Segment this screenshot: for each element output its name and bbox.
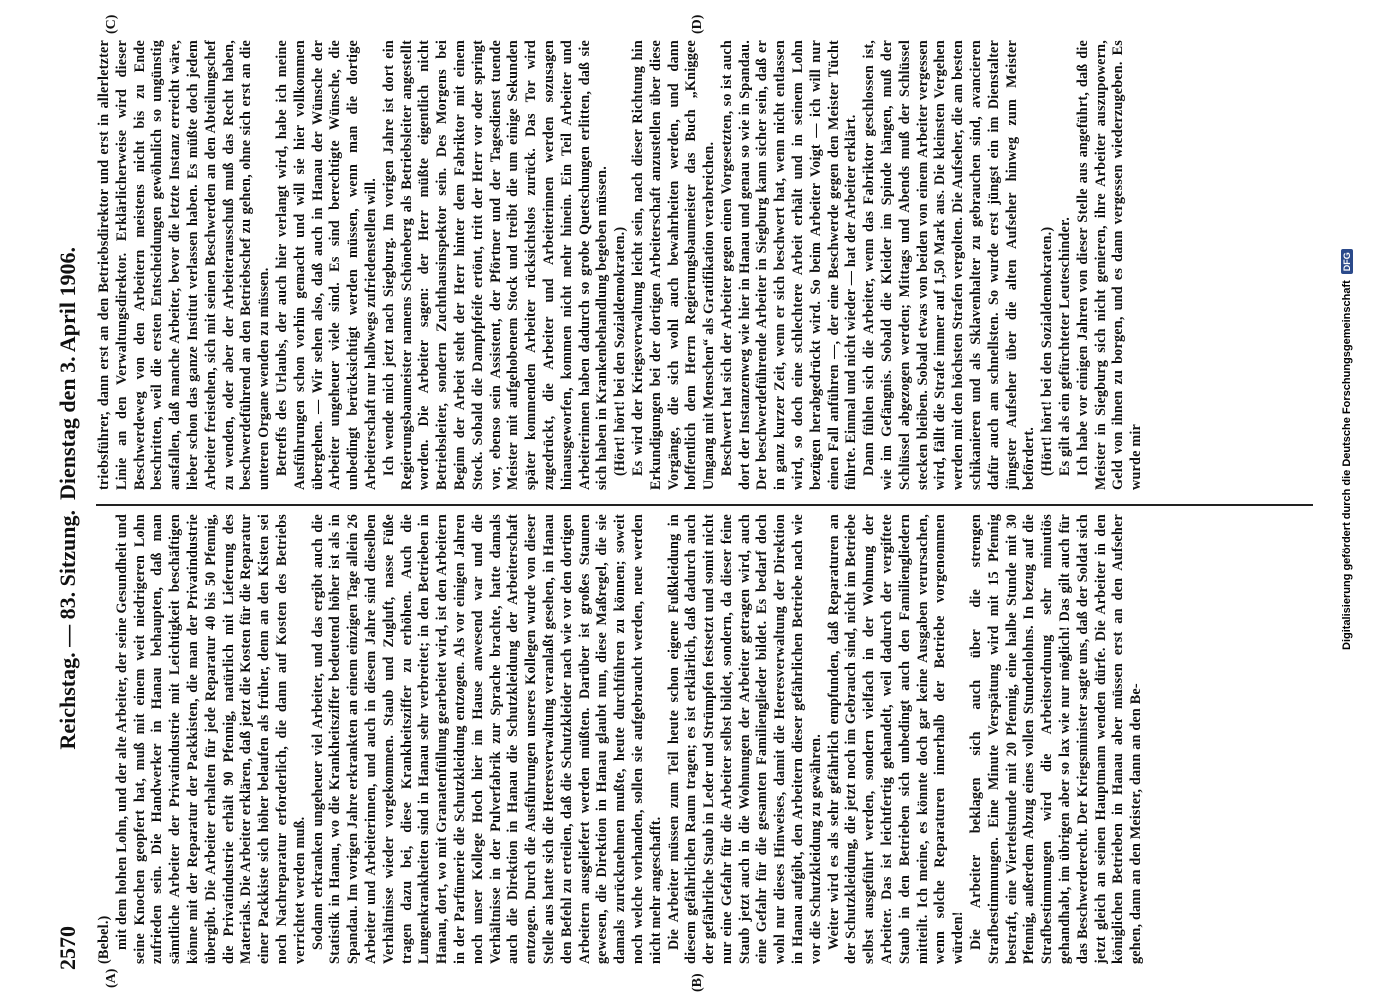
header-left: [48, 510, 88, 970]
margin-letter-c: (C): [104, 14, 119, 34]
digitization-note: [1338, 10, 1356, 650]
column-divider: [96, 504, 1313, 506]
left-column-paragraph: Weiter wird es als sehr gefährlich empfunden, daß Reparaturen an der Schutzkleidung, die jetzt noch im Gebrauch sind, nicht im Betriebe selbst ausgeführt werden, sondern vielfach in der Wohnung der Arbeiter. Das ist leichtfertig gehandelt, weil dadurch der vergiftete Staub in den Betrieben sich unbedingt auch den Familiengliedern mitteilt. Ich meine, es könnte doch gar keine Ausgaben verursachen, wenn solche Reparaturen innerhalb der Betriebe vorgenommen würden!: [825, 514, 967, 964]
margin-letter-d: (D): [690, 14, 705, 34]
right-column-paragraph: Es gilt als ein gefürchteter Leuteschinder.: [1057, 217, 1074, 476]
left-column-paragraph: Sodann erkranken ungeheuer viel Arbeiter, und das ergibt auch die Statistik in Hanau, wo die Krankheitsziffer bedeutend höher ist als in Spandau. Im vorigen Jahre erkrankten an einem einzigen Tage allein 26 Arbeiter und Arbeiterinnen, und auch in diesem Jahre sind dieselben Verhältnisse wieder vorgekommen. Staub und Zugluft, nasse Füße tragen dazu bei, diese Krankheitsziffer zu erhöhen. Auch die Lungenkrankheiten sind in Hanau sehr verbreitet; in den Betrieben in Hanau, dort, wo mit Granatenfüllung gearbeitet wird, ist den Arbeitern in der Parfümerie die Schutzkleidung entzogen. Als vor einigen Jahren noch unser Kollege Hoch hier im Hause anwesend war und die Verhältnisse in der Pulverfabrik zur Sprache brachte, hatte damals auch die Direktion in Hanau die Schutzkleidung der Arbeiterschaft entzogen. Durch die Ausführungen unseres Kollegen wurde von dieser Stelle aus hatte sich die Heeresverwaltung veranlaßt gesehen, in Hanau den Befehl zu erteilen, daß die Schutzkleider nach wie vor den dortigen Arbeitern ausgeliefert werden müßten. Darüber ist großes Staunen gewesen, die Direktion in Hanau glaubt nun, diese Maßregel, die sie damals zurücknehmen mußte, heute durchführen zu können; soweit noch welche vorhanden, sollen sie aufgebraucht werden, neue werden nicht mehr angeschafft.: [309, 514, 664, 964]
left-column-paragraph: (Bebel.): [96, 915, 112, 964]
dfg-logo: DFG: [1341, 249, 1353, 274]
session-date: Dienstag den 3. April 1906.: [55, 246, 80, 500]
right-column-paragraph: Ich habe vor einigen Jahren von dieser Stelle aus angeführt, daß die Meister in Siegburg sich nicht genieren, ihre Arbeiter auszupowern, Geld von ihnen zu borgen, und es dann vergessen wiederzugeben. Es wurde mir: [1074, 40, 1145, 490]
left-column-paragraph: Die Arbeiter beklagen sich auch über die strengen Strafbestimmungen. Eine Minute Verspätung wird mit 15 Pfennig bestraft, eine Viertelstunde mit 20 Pfennig, eine halbe Stunde mit 30 Pfennig, außerdem Abzug eines vollen Stundenlohns. In bezug auf die Strafbestimmungen wird die Arbeitsordnung sehr minutiös gehandhabt, im übrigen aber so lax wie nur möglich! Das gilt auch für das Beschwerderecht. Der Kriegsminister sagte uns, daß der Soldat sich jetzt gleich an seinen Hauptmann wenden dürfe. Die Arbeiter in den königlichen Betrieben in Hanau aber müssen erst an den Aufseher gehen, dann an den Meister, dann an den Be-: [968, 514, 1145, 964]
left-column-paragraph: Die Arbeiter müssen zum Teil heute schon eigene Fußkleidung in diesem gefährlichen Raum tragen; es ist erklärlich, daß dadurch auch der gefährliche Staub in Leder und Strümpfen festsetzt und somit nicht nur eine Gefahr für die Arbeiter selbst bildet, sondern, da dieser feine Staub jetzt auch in die Wohnungen der Arbeiter getragen wird, auch eine Gefahr für die gesamten Familienglieder bildet. Es bedarf doch wohl nur dieses Hinweises, damit die Heeresverwaltung der Direktion in Hanau aufgibt, den Arbeitern dieser gefährlichen Betriebe nach wie vor die Schutzkleidung zu gewähren.: [665, 514, 824, 964]
page-number: 2570: [55, 926, 80, 970]
right-column-paragraph: (Hört! hört! bei den Sozialdemokraten.): [1039, 226, 1056, 476]
right-column-paragraph: (Hört! hört! bei den Sozialdemokraten.): [612, 226, 629, 476]
digitization-text: Digitalisierung gefördert durch die Deutsche Forschungsgemeinschaft: [1341, 280, 1353, 650]
right-column-paragraph: triebsführer, dann erst an den Betriebsdirektor und erst in allerletzter Linie an den Verwaltungsdirektor. Erklärlicherweise wird dieser Beschwerdeweg von den Arbeitern meistens nicht bis zu Ende beschritten, weil die ersten Entscheidungen gewöhnlich so ungünstig ausfallen, daß manche Arbeiter, bevor die letzte Instanz erreicht wäre, lieber schon das ganze Institut verlassen haben. Es müßte doch jedem Arbeiter freistehen, sich mit seinen Beschwerden an den Abteilungschef zu wenden, oder aber der Arbeiterausschuß muß das Recht haben, beschwerdeführend an den Betriebschef zu gehen, ohne sich erst an die unteren Organe wenden zu müssen.: [96, 40, 273, 490]
right-column-paragraph: Es wird der Kriegsverwaltung leicht sein, nach dieser Richtung hin Erkundigungen bei der dortigen Arbeiterschaft anzustellen über diese Vorgänge, die sich wohl auch bewahrheiten werden, und dann hoffentlich dem Herrn Regierungsbaumeister das Buch „Kniggee Umgang mit Menschen“ als Gratifikation verabreichen.: [629, 40, 718, 490]
right-column-paragraph: Dann fühlen sich die Arbeiter, wenn das Fabriktor geschlossen ist, wie im Gefängnis. Sobald die Kleider im Spinde hängen, muß der Schlüssel abgezogen werden; Mittags und Abends muß der Schlüssel stecken bleiben. Sobald etwas von beiden von einem Arbeiter vergessen wird, fällt die Strafe immer auf 1,50 Mark aus. Die kleinsten Vergehen werden mit den höchsten Strafen vergolten. Die Aufseher, die am besten schikanieren und als Sklavenhalter zu gebrauchen sind, avancieren dafür auch am schnellsten. So wurde erst jüngst ein im Dienstalter jüngster Aufseher über die alten Aufseher hinweg zum Meister befördert.: [861, 40, 1038, 490]
left-column: [96, 514, 1313, 964]
margin-letter-b: (B): [690, 973, 705, 992]
session-title: Reichstag. — 83. Sitzung.: [55, 510, 80, 750]
margin-letter-a: (A): [104, 968, 119, 988]
header-right: [48, 40, 88, 500]
right-column: [96, 40, 1313, 490]
right-column-paragraph: Ich wende mich jetzt nach Siegburg. Im vorigen Jahre ist dort ein Regierungsbaumeister namens Schöneberg als Betriebsleiter angestellt worden. Die Arbeiter sagen: der Herr müßte eigentlich nicht Betriebsleiter, sondern Zuchthausinspektor sein. Des Morgens bei Beginn der Arbeit steht der Herr hinter dem Fabriktor mit einem Stock. Sobald die Dampfpfeife ertönt, tritt der Herr vor oder springt vor, ebenso sein Assistent, der Pförtner und der Tagesdienst tuende Meister mit aufgehobenem Stock und treibt die um einige Sekunden später kommenden Arbeiter rücksichtslos zurück. Das Tor wird zugedrückt, die Arbeiter und Arbeiterinnen werden sozusagen hinausgeworfen, kommen nicht mehr hinein. Ein Teil Arbeiter und Arbeiterinnen haben dadurch so grobe Quetschungen erlitten, daß sie sich haben in Krankenbehandlung begeben müssen.: [380, 40, 611, 490]
right-column-paragraph: Betreffs des Urlaubs, der auch hier verlangt wird, habe ich meine Ausführungen schon vorhin gemacht und will sie hier vollkommen übergehen. — Wir sehen also, daß auch in Hanau der Wünsche der Arbeiter ungeheuer viele sind. Es sind berechtigte Wünsche, die unbedingt berücksichtigt werden müssen, wenn man die dortige Arbeiterschaft nur halbwegs zufriedenstellen will.: [273, 40, 379, 490]
right-column-paragraph: Beschwert hat sich der Arbeiter gegen einen Vorgesetzten, so ist auch dort der Instanzenweg wie hier in Hanau und genau so wie in Spandau. Der beschwerdeführende Arbeiter in Siegburg kann sicher sein, daß er in ganz kurzer Zeit, wenn er sich beschwert hat, wenn nicht entlassen wird, so doch eine schlechtere Arbeit erhält und in seinem Lohn bezügen herabgedrückt wird. So beim Arbeiter Voigt — ich will nur einen Fall anführen —, der eine Beschwerde gegen den Meister Tücht führte. Einmal und nicht wieder — hat der Arbeiter erklärt.: [718, 40, 860, 490]
left-column-paragraph: mit dem hohen Lohn, und der alte Arbeiter, der seine Gesundheit und seine Knochen geopfert hat, muß mit einem weit niedrigeren Lohn zufrieden sein. Die Handwerker in Hanau behaupten, daß man sämtliche Arbeiter der Privatindustrie mit Leichtigkeit beschäftigen könne mit der Reparatur der Packkisten, die man der Privatindustrie übergibt. Die Arbeiter erhalten für jede Reparatur 40 bis 50 Pfennig, die Privatindustrie erhält 90 Pfennig, natürlich mit Lieferung des Materials. Die Arbeiter erklären, daß jetzt die Kosten für die Reparatur einer Packkiste sich höher belaufen als früher, denn an den Kisten sei noch Nachreparatur erforderlich, die dann auf Kosten des Betriebs verrichtet werden muß.: [113, 514, 308, 964]
